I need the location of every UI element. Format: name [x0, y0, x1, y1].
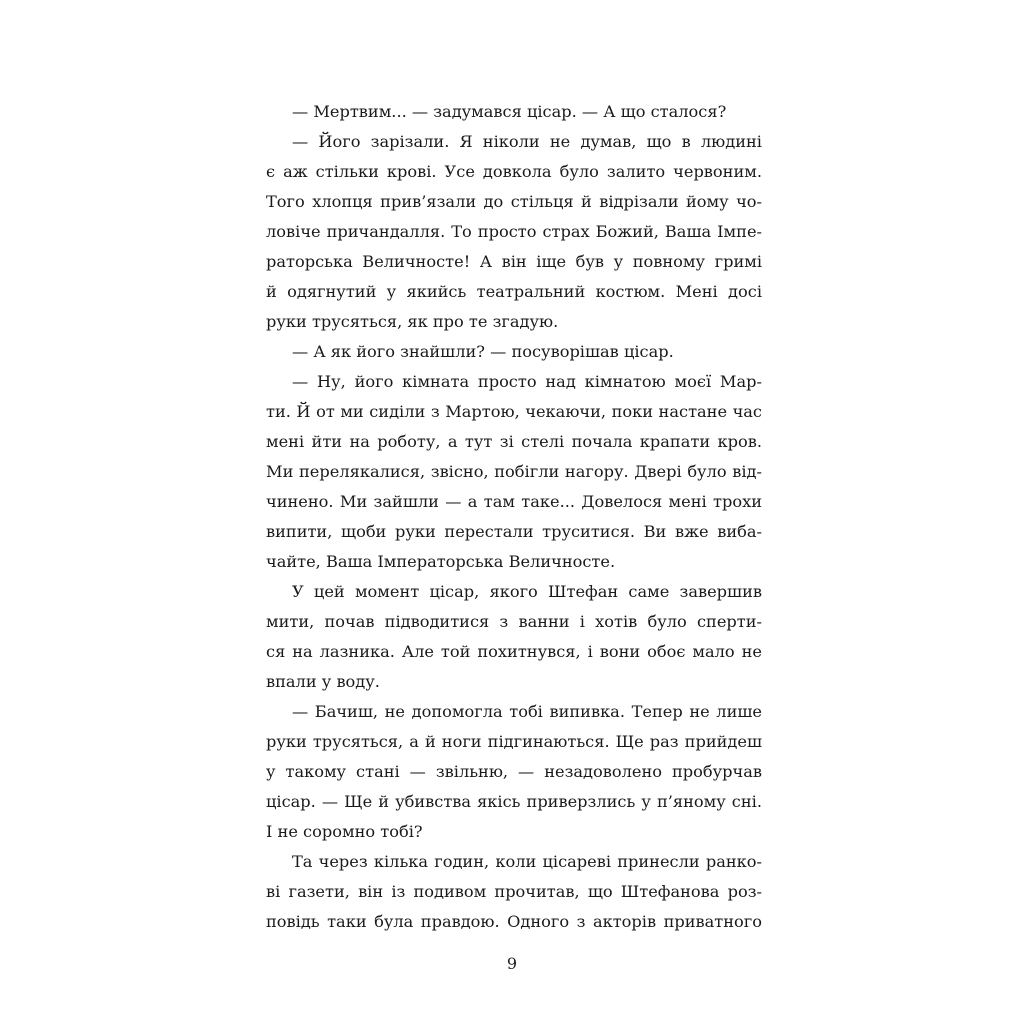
- text-line: ти. Й от ми сиділи з Мартою, чекаючи, поки настане час: [266, 402, 762, 421]
- text-line: мені йти на роботу, а тут зі стелі почала крапати кров.: [266, 432, 762, 451]
- text-line: цісар. — Ще й убивства якісь приверзлись у п’яному сні.: [266, 792, 762, 811]
- text-line: руки трусяться, а й ноги підгинаються. Ще раз прийдеш: [266, 732, 762, 751]
- page-number: 9: [506, 954, 518, 973]
- text-line: ві газети, він із подивом прочитав, що Штефанова роз-: [266, 882, 762, 901]
- text-line: І не соромно тобі?: [266, 822, 423, 841]
- text-line: Того хлопця прив’язали до стільця й відрізали йому чо-: [266, 192, 762, 211]
- text-line: впали у воду.: [266, 672, 380, 691]
- text-line: повідь таки була правдою. Одного з акторів приватного: [266, 912, 762, 931]
- text-line: випити, щоби руки перестали труситися. Ви вже виба-: [266, 522, 762, 541]
- text-line: — Його зарізали. Я ніколи не думав, що в людині: [292, 132, 762, 151]
- text-line: й одягнутий у якийсь театральний костюм. Мені досі: [266, 282, 762, 301]
- text-line: мити, почав підводитися з ванни і хотів було сперти-: [266, 612, 762, 631]
- text-line: Та через кілька годин, коли цісареві принесли ранко-: [292, 852, 762, 871]
- text-line: у такому стані — звільню, — незадоволено пробурчав: [266, 762, 762, 781]
- text-line: — Бачиш, не допомогла тобі випивка. Тепер не лише: [292, 702, 762, 721]
- text-line: У цей момент цісар, якого Штефан саме завершив: [292, 582, 762, 601]
- text-line: — А як його знайшли? — посуворішав цісар.: [292, 342, 674, 361]
- text-line: — Ну, його кімната просто над кімнатою моєї Мар-: [292, 372, 762, 391]
- text-line: — Мертвим... — задумався цісар. — А що сталося?: [292, 102, 727, 121]
- text-line: руки трусяться, як про те згадую.: [266, 312, 559, 331]
- text-line: ся на лазника. Але той похитнувся, і вони обоє мало не: [266, 642, 762, 661]
- body-text: [266, 97, 762, 937]
- text-line: є аж стільки крові. Усе довкола було залито червоним.: [266, 162, 762, 181]
- text-line: Ми перелякалися, звісно, побігли нагору. Двері було від-: [266, 462, 762, 481]
- text-line: раторська Величносте! А він іще був у повному гримі: [266, 252, 762, 271]
- text-line: чайте, Ваша Імператорська Величносте.: [266, 552, 616, 571]
- text-line: чинено. Ми зайшли — а там таке... Довелося мені трохи: [266, 492, 762, 511]
- text-line: ловіче причандалля. То просто страх Божий, Ваша Імпе-: [266, 222, 762, 241]
